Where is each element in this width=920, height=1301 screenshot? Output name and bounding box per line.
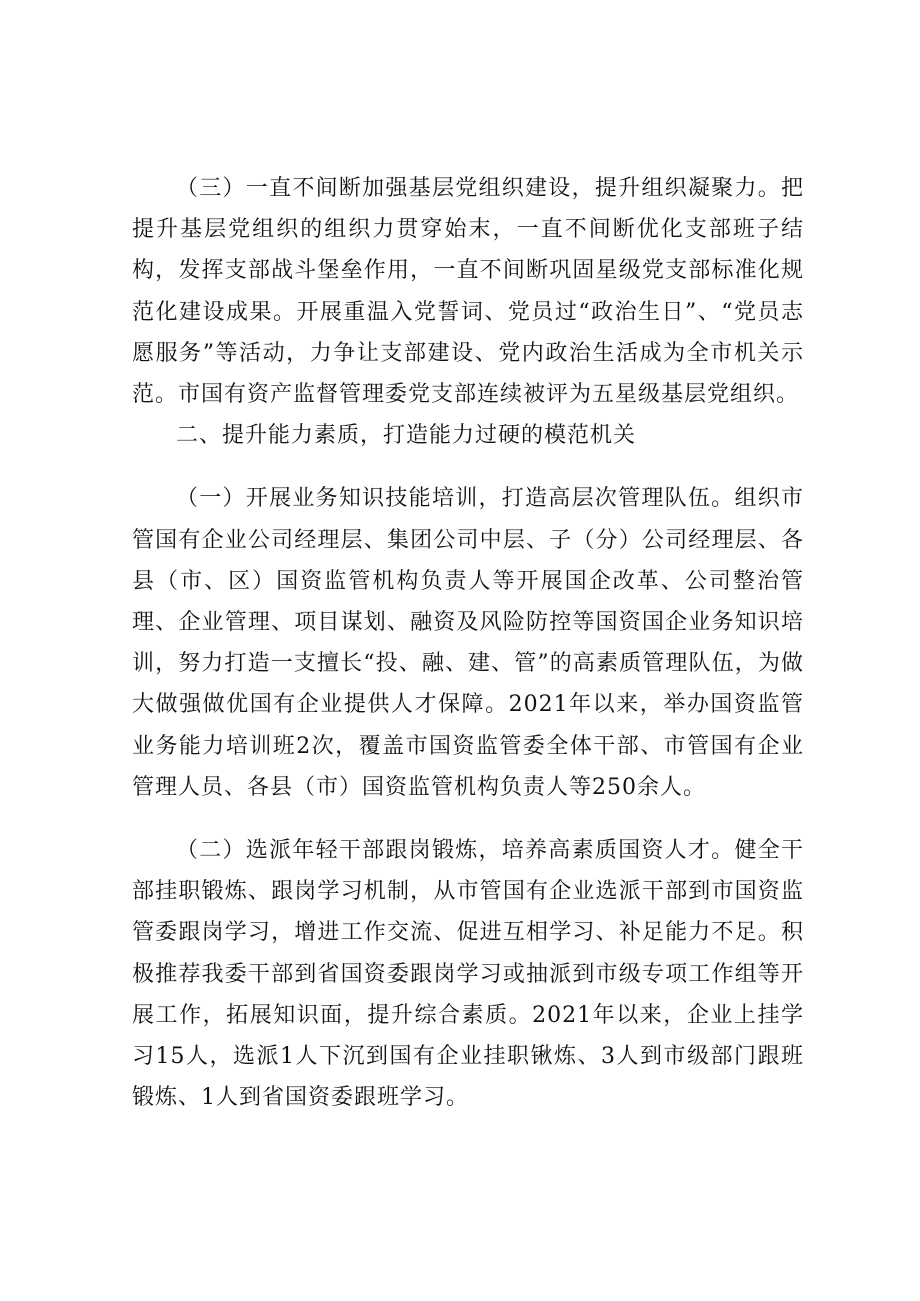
paragraph-section-2-2: （二）选派年轻干部跟岗锻炼，培养高素质国资人才。健全干部挂职锻炼、跟岗学习机制，从市管国有企业选派干部到市国资监管委跟岗学习，增进工作交流、促进互相学习、补足能力不足。积极推荐我委干部到省国资委跟岗学习或抽派到市级专项工作组等开展工作，拓展知识面，提升综合素质。2021年以来，企业上挂学习15人，选派1人下沉到国有企业挂职锹炼、3人到市级部门跟班锻炼、1人到省国资委跟班学习。 <box>132 838 804 1111</box>
section-heading-2: 二、提升能力素质，打造能力过硬的模范机关 <box>176 423 637 449</box>
document-body <box>132 168 804 1118</box>
paragraph-section-2-1: （一）开展业务知识技能培训，打造高层次管理队伍。组织市管国有企业公司经理层、集团公司中层、子（分）公司经理层、各县（市、区）国资监管机构负责人等开展国企改革、公司整治管理、企业管理、项目谋划、融资及风险防控等国资国企业务知识培训，努力打造一支擅长“投、融、建、管”的高素质管理队伍，为做大做强做优国有企业提供人才保障。2021年以来，举办国资监管业务能力培训班2次，覆盖市国资监管委全体干部、市管国有企业管理人员、各县（市）国资监管机构负责人等250余人。 <box>132 486 804 800</box>
paragraph-section-3: （三）一直不间断加强基层党组织建设，提升组织凝聚力。把提升基层党组织的组织力贯穿始末，一直不间断优化支部班子结构，发挥支部战斗堡垒作用，一直不间断巩固星级党支部标准化规范化建设成果。开展重温入党誓词、党员过“政治生日”、“党员志愿服务”等活动，力争让支部建设、党内政治生活成为全市机关示范。市国有资产监督管理委党支部连续被评为五星级基层党组织。 <box>132 176 804 408</box>
